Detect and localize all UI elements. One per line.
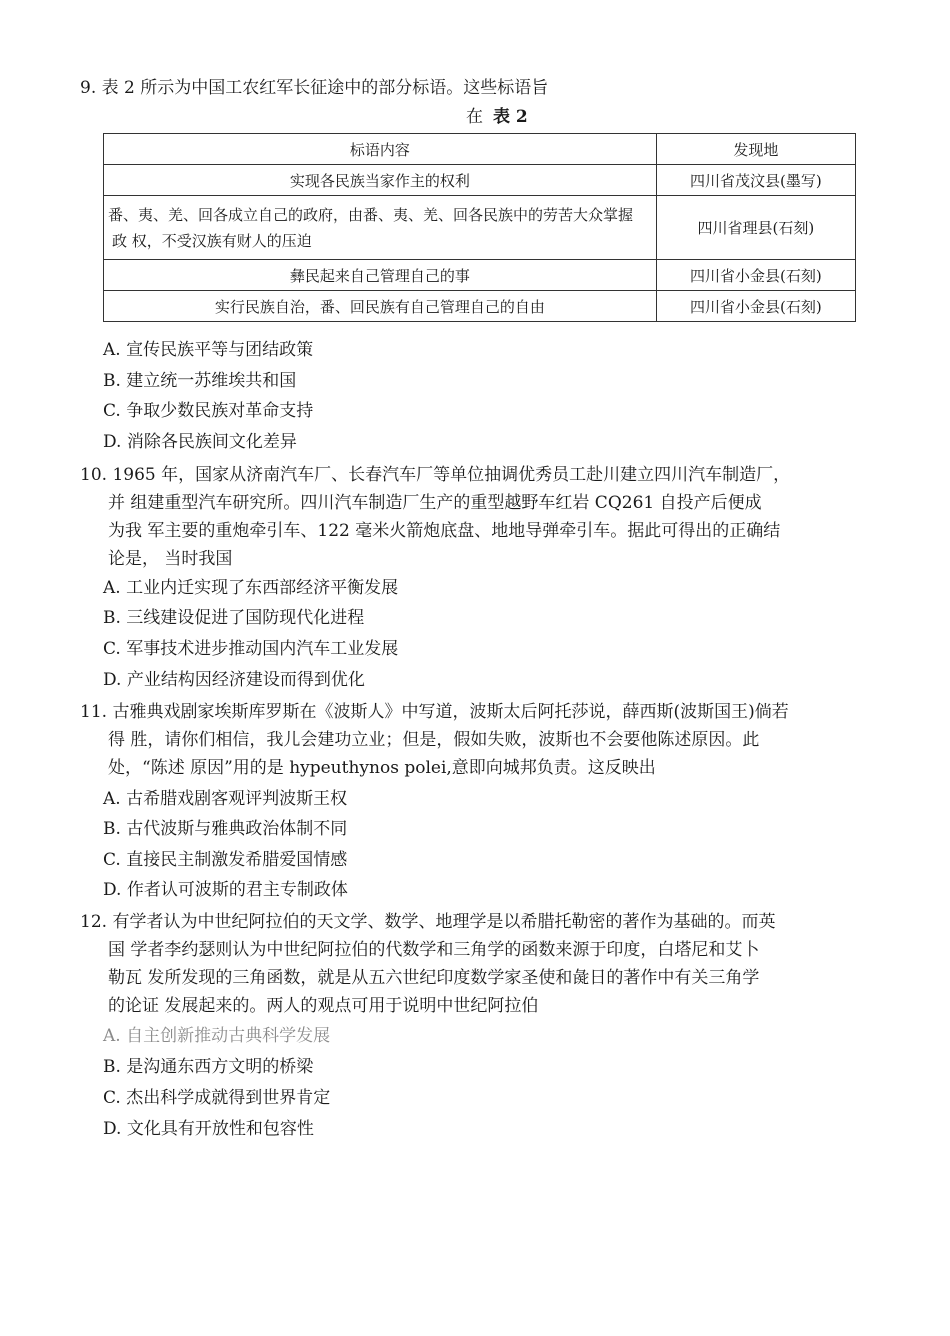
question-10-stem-line: 论是， 当时我国 xyxy=(108,549,233,569)
question-11-option-d[interactable]: D. 作者认可波斯的君主专制政体 xyxy=(103,880,348,900)
table-2-caption xyxy=(466,103,528,131)
question-12-stem xyxy=(80,908,870,1020)
question-10-option-b[interactable]: B. 三线建设促进了国防现代化进程 xyxy=(103,608,365,628)
table-header-row xyxy=(104,134,856,165)
slogans-table xyxy=(103,133,856,322)
question-10-stem-line: 10. 1965 年，国家从济南汽车厂、长春汽车厂等单位抽调优秀员工赴川建立四川汽车制造厂， xyxy=(80,465,791,485)
question-10-option-c[interactable]: C. 军事技术进步推动国内汽车工业发展 xyxy=(103,639,399,659)
table-row xyxy=(104,196,856,260)
question-11-option-b[interactable]: B. 古代波斯与雅典政治体制不同 xyxy=(103,819,348,839)
table-header-place: 发现地 xyxy=(656,134,855,165)
question-11-stem-line: 得 胜，请你们相信，我儿会建功立业；但是，假如失败，波斯也不会要他陈述原因。此 xyxy=(108,730,760,750)
table-cell-content: 实行民族自治，番、回民族有自己管理自己的自由 xyxy=(104,291,657,322)
question-11-option-c[interactable]: C. 直接民主制激发希腊爱国情感 xyxy=(103,850,348,870)
question-9-stem-continuation: 在 xyxy=(466,107,483,127)
question-9-option-d[interactable]: D. 消除各民族间文化差异 xyxy=(103,432,297,452)
question-12-stem-line: 勒瓦 发所发现的三角函数，就是从五六世纪印度数学家圣使和彘日的著作中有关三角学 xyxy=(108,968,760,988)
table-cell-place: 四川省茂汶县(墨写) xyxy=(656,165,855,196)
table-cell-content: 彝民起来自己管理自己的事 xyxy=(104,260,657,291)
table-cell-content-line: 番、夷、羌、回各成立自己的政府，由番、夷、羌、回各民族中的劳苦大众掌握 xyxy=(108,205,634,224)
question-11-option-a[interactable]: A. 古希腊戏剧客观评判波斯王权 xyxy=(103,789,348,809)
question-10-option-d[interactable]: D. 产业结构因经济建设而得到优化 xyxy=(103,670,365,690)
question-9-stem-line: 9. 表 2 所示为中国工农红军长征途中的部分标语。这些标语旨 xyxy=(80,78,549,98)
question-12-option-a[interactable]: A. 自主创新推动古典科学发展 xyxy=(103,1026,331,1046)
question-12-option-b[interactable]: B. 是沟通东西方文明的桥梁 xyxy=(103,1057,314,1077)
question-10-stem-line: 为我 军主要的重炮牵引车、122 毫米火箭炮底盘、地地导弹牵引车。据此可得出的正确结 xyxy=(108,521,781,541)
table-caption-label: 表 2 xyxy=(493,107,528,127)
question-9-option-a[interactable]: A. 宣传民族平等与团结政策 xyxy=(103,340,314,360)
question-12-stem-line: 12. 有学者认为中世纪阿拉伯的天文学、数学、地理学是以希腊托勒密的著作为基础的。而英 xyxy=(80,912,776,932)
question-12-option-c[interactable]: C. 杰出科学成就得到世界肯定 xyxy=(103,1088,331,1108)
question-10-stem xyxy=(80,461,870,573)
table-cell-content-line: 政 权，不受汉族有财人的压迫 xyxy=(112,231,312,250)
question-9-stem xyxy=(80,74,870,102)
table-row xyxy=(104,165,856,196)
question-10-stem-line: 并 组建重型汽车研究所。四川汽车制造厂生产的重型越野车红岩 CQ261 自投产后便成 xyxy=(108,493,762,513)
table-cell-content xyxy=(104,196,657,260)
question-12-option-d[interactable]: D. 文化具有开放性和包容性 xyxy=(103,1119,314,1139)
question-12-stem-line: 的论证 发展起来的。两人的观点可用于说明中世纪阿拉伯 xyxy=(108,996,539,1016)
table-header-content: 标语内容 xyxy=(104,134,657,165)
table-cell-place: 四川省理县(石刻) xyxy=(656,196,855,260)
table-cell-place: 四川省小金县(石刻) xyxy=(656,291,855,322)
question-9-option-c[interactable]: C. 争取少数民族对革命支持 xyxy=(103,401,314,421)
question-11-stem xyxy=(80,698,870,782)
question-9-option-b[interactable]: B. 建立统一苏维埃共和国 xyxy=(103,371,297,391)
question-10-option-a[interactable]: A. 工业内迁实现了东西部经济平衡发展 xyxy=(103,578,399,598)
table-cell-content: 实现各民族当家作主的权利 xyxy=(104,165,657,196)
question-11-stem-line: 处，“陈述 原因”用的是 hypeuthynos polei,意即向城邦负责。这反映出 xyxy=(108,758,656,778)
question-11-stem-line: 11. 古雅典戏剧家埃斯库罗斯在《波斯人》中写道，波斯太后阿托莎说，薛西斯(波斯国王)倘若 xyxy=(80,702,789,722)
question-12-stem-line: 国 学者李约瑟则认为中世纪阿拉伯的代数学和三角学的函数来源于印度，白塔尼和艾卜 xyxy=(108,940,760,960)
table-row xyxy=(104,291,856,322)
table-cell-place: 四川省小金县(石刻) xyxy=(656,260,855,291)
table-row xyxy=(104,260,856,291)
